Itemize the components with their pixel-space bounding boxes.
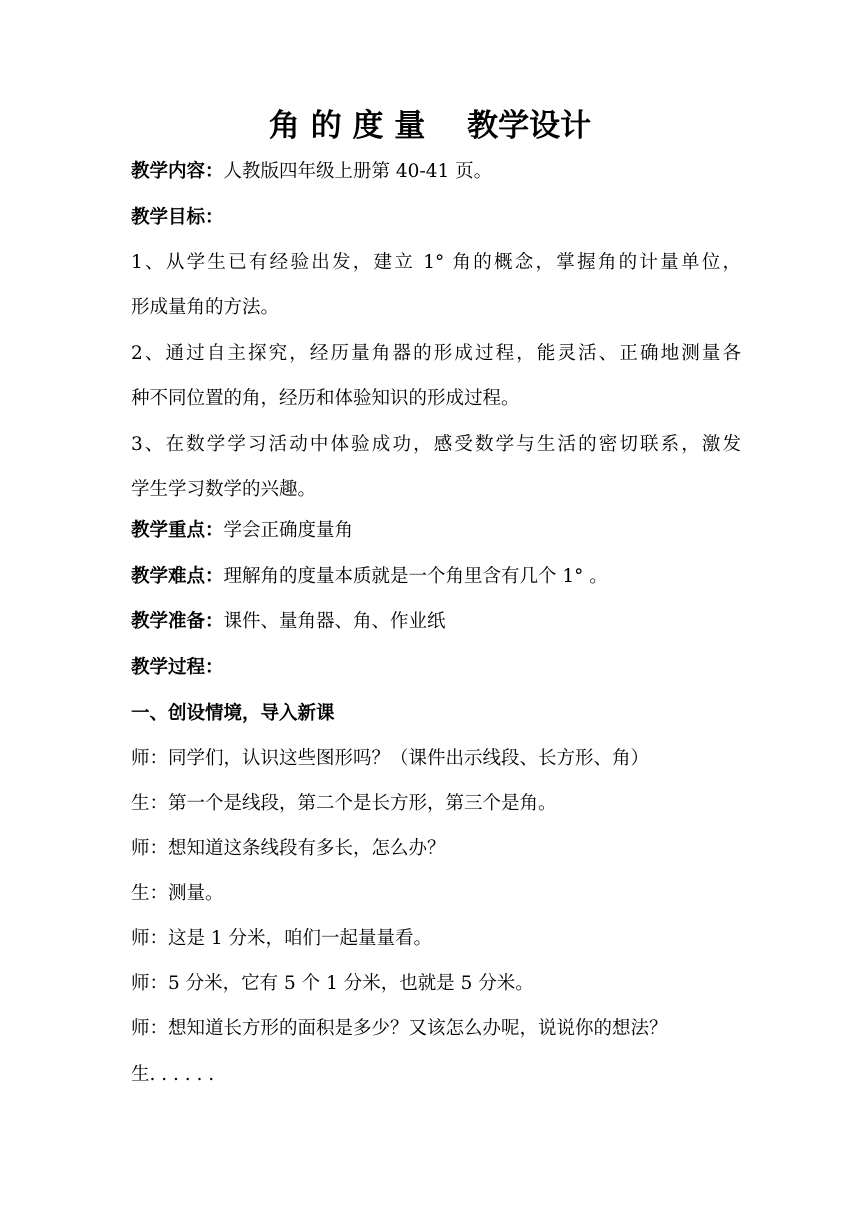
dialogue-line: 师：想知道这条线段有多长，怎么办？ (131, 838, 446, 859)
dialogue-line: 生：测量。 (131, 883, 224, 904)
dialogue-line: 师：想知道长方形的面积是多少？又该怎么办呢，说说你的想法？ (131, 1018, 668, 1039)
preparation-label: 教学准备： (131, 611, 224, 632)
key-point-label: 教学重点： (131, 520, 224, 541)
preparation-text: 课件、量角器、角、作业纸 (223, 611, 446, 632)
document-title: 角 的 度 量 教学设计 (268, 108, 592, 144)
objective-1-line-1: 1、从学生已有经验出发，建立 1° 角的概念，掌握角的计量单位， (131, 252, 741, 273)
objective-3-line-1: 3、在数学学习活动中体验成功，感受数学与生活的密切联系，激发 (131, 434, 741, 455)
teaching-content-text: 人教版四年级上册第 40-41 页。 (223, 161, 493, 182)
dialogue-line: 师：5 分米，它有 5 个 1 分米，也就是 5 分米。 (131, 973, 534, 994)
dialogue-line: 师：这是 1 分米，咱们一起量量看。 (131, 928, 433, 949)
teaching-content-line (131, 159, 741, 185)
section-1-heading: 一、创设情境，导入新课 (131, 703, 335, 724)
objectives-heading: 教学目标： (131, 207, 224, 228)
dialogue-line: 生. . . . . . (131, 1064, 215, 1085)
process-heading: 教学过程： (131, 657, 224, 678)
dialogue-line: 生：第一个是线段，第二个是长方形，第三个是角。 (131, 793, 557, 814)
objective-2-line-2: 种不同位置的角，经历和体验知识的形成过程。 (131, 388, 520, 409)
key-point-line (131, 518, 741, 544)
objective-1-line-2: 形成量角的方法。 (131, 297, 280, 318)
dialogue-line: 师：同学们，认识这些图形吗？（课件出示线段、长方形、角） (131, 748, 650, 769)
objective-2-line-1: 2、通过自主探究，经历量角器的形成过程，能灵活、正确地测量各 (131, 343, 741, 364)
key-point-text: 学会正确度量角 (223, 520, 354, 541)
teaching-content-label: 教学内容： (131, 161, 224, 182)
objective-3-line-2: 学生学习数学的兴趣。 (131, 479, 317, 500)
difficulty-label: 教学难点： (131, 566, 224, 587)
difficulty-line (131, 564, 741, 590)
preparation-line (131, 609, 741, 635)
difficulty-text: 理解角的度量本质就是一个角里含有几个 1° 。 (223, 566, 608, 587)
